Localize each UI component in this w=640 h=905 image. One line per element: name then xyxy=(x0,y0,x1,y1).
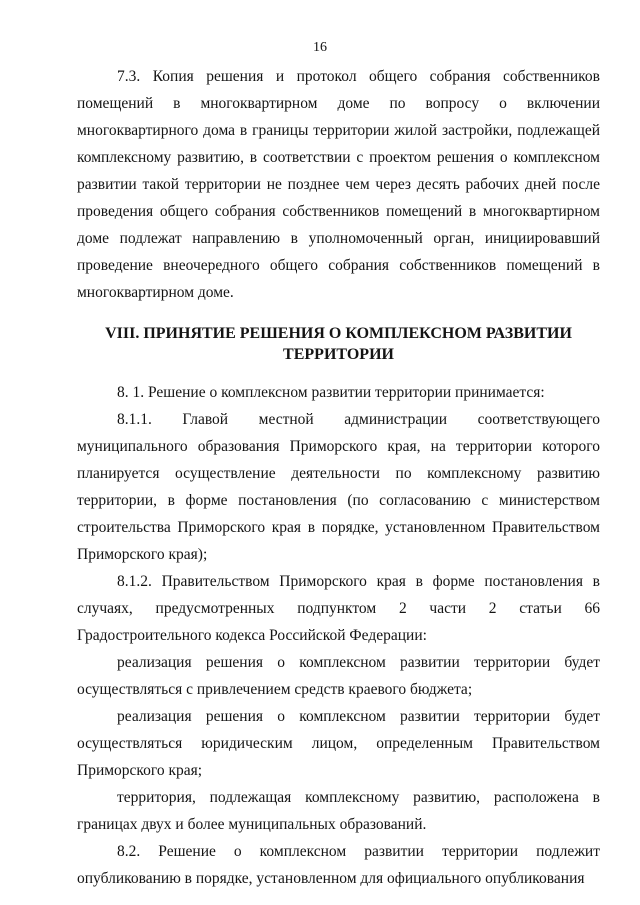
document-body xyxy=(77,63,600,892)
paragraph-item-3: территория, подлежащая комплексному развитию, расположена в границах двух и более муниципальных образований. xyxy=(77,789,600,833)
page-number: 16 xyxy=(313,40,327,55)
paragraph-8-1-2: 8.1.2. Правительством Приморского края в форме постановления в случаях, предусмотренных подпунктом 2 части 2 статьи 66 Градостроительного кодекса Российской Федерации: xyxy=(77,573,600,644)
paragraph-item-2: реализация решения о комплексном развитии территории будет осуществляться юридическим лицом, определенным Правительством Приморского края; xyxy=(77,708,600,779)
paragraph-8-1: 8. 1. Решение о комплексном развитии территории принимается: xyxy=(117,384,545,401)
paragraph-8-1-1: 8.1.1. Главой местной администрации соответствующего муниципального образования Приморского края, на территории которого планируется осуществление деятельности по комплексному развитию территории, в форме постановления (по согласованию с министерством строительства Приморского края в порядке, установленном Правительством Приморского края); xyxy=(77,411,600,563)
section-heading-line-2: ТЕРРИТОРИИ xyxy=(283,346,394,363)
section-heading xyxy=(77,323,600,365)
paragraph-7-3: 7.3. Копия решения и протокол общего собрания собственников помещений в многоквартирном доме по вопросу о включении многоквартирного дома в границы территории жилой застройки, подлежащей комплексному развитию, в соответствии с проектом решения о комплексном развитии такой территории не позднее чем через десять рабочих дней после проведения общего собрания собственников помещений в многоквартирном доме подлежат направлению в уполномоченный орган, инициировавший проведение внеочередного общего собрания собственников помещений в многоквартирном доме. xyxy=(77,68,600,301)
paragraph-item-1: реализация решения о комплексном развитии территории будет осуществляться с привлечением средств краевого бюджета; xyxy=(77,654,600,698)
paragraph-8-2: 8.2. Решение о комплексном развитии территории подлежит опубликованию в порядке, установленном для официального опубликования xyxy=(77,843,600,887)
section-heading-line-1: VIII. ПРИНЯТИЕ РЕШЕНИЯ О КОМПЛЕКСНОМ РАЗВИТИИ xyxy=(105,325,572,342)
